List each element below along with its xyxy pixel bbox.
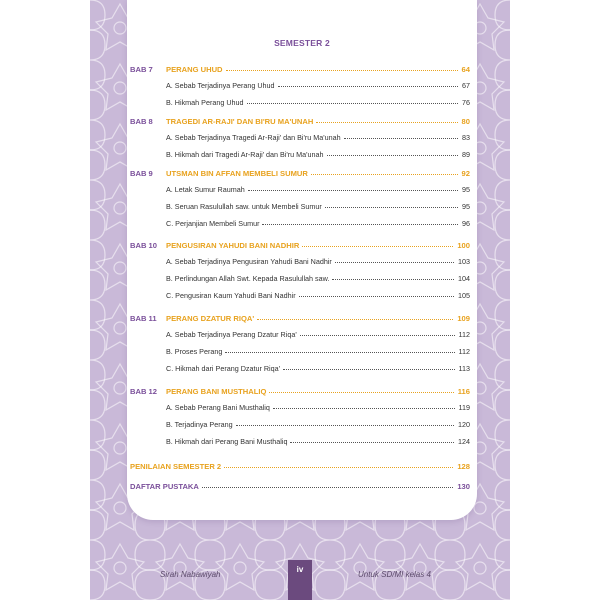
toc-subsection-row[interactable] [130,288,470,300]
toc-subsection-row[interactable] [130,130,470,142]
subsection-page: 113 [458,364,470,373]
toc-extra-row[interactable] [130,459,470,471]
chapter-page: 64 [461,65,470,74]
dot-leader [290,442,454,443]
chapter-title: PERANG BANI MUSTHALIQ [166,387,267,396]
subsection-page: 96 [462,219,470,228]
subsection-page: 103 [458,257,470,266]
subsection-title: B. Hikmah dari Tragedi Ar-Raji' dan Bi'ru Ma'unah [166,150,324,159]
dot-leader [283,369,455,370]
chapter-number: BAB 10 [130,241,158,250]
extra-page: 128 [457,462,470,471]
subsection-page: 89 [462,150,470,159]
toc-subsection-row[interactable] [130,199,470,211]
dot-leader [202,487,453,488]
extra-title: DAFTAR PUSTAKA [130,482,199,491]
dot-leader [247,103,458,104]
subsection-title: A. Sebab Terjadinya Perang Dzatur Riqa' [166,330,297,339]
chapter-title: UTSMAN BIN AFFAN MEMBELI SUMUR [166,169,308,178]
chapter-page: 92 [461,169,470,178]
toc-chapter-row[interactable] [130,238,470,250]
subsection-title: A. Sebab Terjadinya Perang Uhud [166,81,275,90]
dot-leader [299,296,454,297]
toc-subsection-row[interactable] [130,400,470,412]
subsection-title: C. Hikmah dari Perang Dzatur Riqa' [166,364,281,373]
toc-subsection-row[interactable] [130,147,470,159]
toc-subsection-row[interactable] [130,417,470,429]
subsection-title: A. Letak Sumur Raumah [166,185,245,194]
chapter-page: 100 [457,241,470,250]
chapter-page: 80 [461,117,470,126]
toc-subsection-row[interactable] [130,95,470,107]
chapter-number: BAB 9 [130,169,153,178]
chapter-number: BAB 11 [130,314,157,323]
chapter-page: 109 [457,314,470,323]
dot-leader [335,262,454,263]
dot-leader [226,70,458,71]
extra-title: PENILAIAN SEMESTER 2 [130,462,222,471]
toc-subsection-row[interactable] [130,361,470,373]
toc-extra-row[interactable] [130,479,470,491]
subsection-title: B. Hikmah dari Perang Bani Musthaliq [166,437,288,446]
book-page [90,0,510,600]
subsection-page: 112 [458,330,470,339]
toc-chapter-row[interactable] [130,114,470,126]
subsection-page: 67 [462,81,470,90]
chapter-title: PERANG DZATUR RIQA' [166,314,255,323]
dot-leader [325,207,458,208]
chapter-page: 116 [457,387,470,396]
chapter-title: TRAGEDI AR-RAJI' DAN BI'RU MA'UNAH [166,117,314,126]
subsection-title: C. Perjanjian Membeli Sumur [166,219,260,228]
toc-chapter-row[interactable] [130,166,470,178]
toc-chapter-row[interactable] [130,384,470,396]
subsection-title: A. Sebab Terjadinya Pengusiran Yahudi Bani Nadhir [166,257,332,266]
subsection-page: 76 [462,98,470,107]
subsection-title: B. Seruan Rasulullah saw. untuk Membeli Sumur [166,202,322,211]
subsection-page: 124 [458,437,470,446]
dot-leader [248,190,458,191]
subsection-page: 95 [462,185,470,194]
toc-subsection-row[interactable] [130,216,470,228]
dot-leader [302,246,453,247]
subsection-title: B. Proses Perang [166,347,223,356]
dot-leader [311,174,458,175]
dot-leader [257,319,453,320]
toc-subsection-row[interactable] [130,271,470,283]
extra-page: 130 [457,482,470,491]
page-number: iv [296,565,304,574]
chapter-number: BAB 8 [130,117,153,126]
subsection-page: 83 [462,133,470,142]
subsection-title: A. Sebab Perang Bani Musthaliq [166,403,270,412]
semester-heading: SEMESTER 2 [274,38,330,48]
subsection-page: 105 [458,291,470,300]
dot-leader [316,122,457,123]
toc-subsection-row[interactable] [130,182,470,194]
chapter-number: BAB 7 [130,65,153,74]
dot-leader [278,86,458,87]
subsection-page: 119 [458,403,470,412]
subsection-page: 104 [458,274,470,283]
subsection-title: B. Perlindungan Allah Swt. Kepada Rasulullah saw. [166,274,330,283]
footer-grade: Untuk SD/MI kelas 4 [358,570,431,579]
toc-subsection-row[interactable] [130,434,470,446]
dot-leader [224,467,453,468]
toc-chapter-row[interactable] [130,62,470,74]
dot-leader [327,155,458,156]
subsection-title: C. Pengusiran Kaum Yahudi Bani Nadhir [166,291,296,300]
chapter-title: PENGUSIRAN YAHUDI BANI NADHIR [166,241,300,250]
toc-card [127,0,477,520]
dot-leader [262,224,458,225]
dot-leader [344,138,458,139]
page-number-tab [288,560,312,600]
dot-leader [273,408,455,409]
subsection-page: 120 [458,420,470,429]
subsection-page: 95 [462,202,470,211]
toc-chapter-row[interactable] [130,311,470,323]
toc-subsection-row[interactable] [130,254,470,266]
chapter-number: BAB 12 [130,387,158,396]
chapter-title: PERANG UHUD [166,65,223,74]
toc-subsection-row[interactable] [130,344,470,356]
subsection-title: B. Terjadinya Perang [166,420,233,429]
dot-leader [269,392,453,393]
subsection-title: A. Sebab Terjadinya Tragedi Ar-Raji' dan Bi'ru Ma'unah [166,133,341,142]
dot-leader [332,279,454,280]
subsection-title: B. Hikmah Perang Uhud [166,98,244,107]
toc-subsection-row[interactable] [130,327,470,339]
toc-subsection-row[interactable] [130,78,470,90]
footer-book-title: Sirah Nabawiyah [160,570,221,579]
dot-leader [225,352,454,353]
subsection-page: 112 [458,347,470,356]
dot-leader [300,335,455,336]
dot-leader [236,425,454,426]
